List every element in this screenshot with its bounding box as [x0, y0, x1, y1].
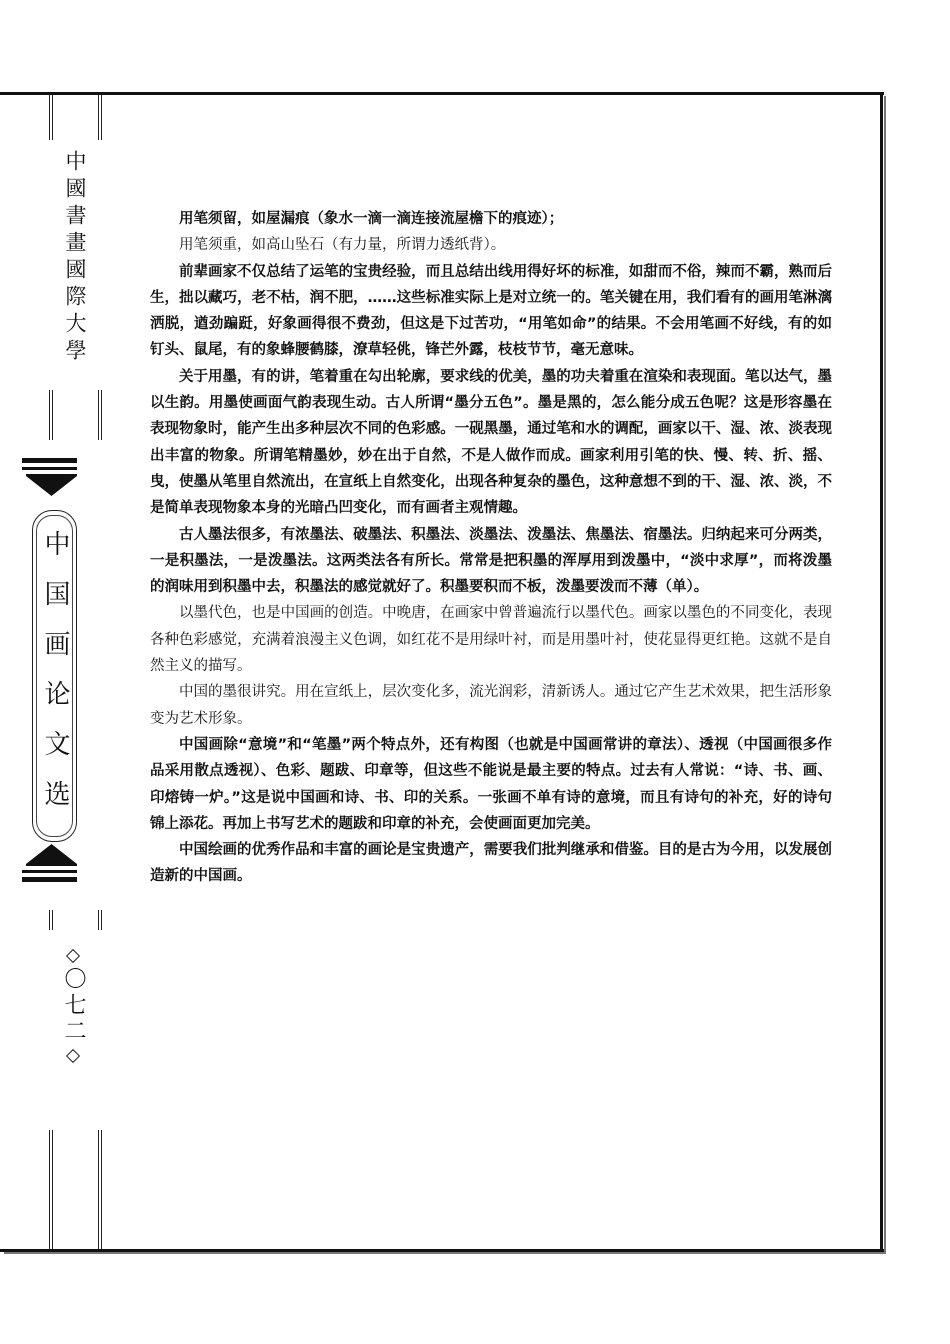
paragraph: 古人墨法很多，有浓墨法、破墨法、积墨法、淡墨法、泼墨法、焦墨法、宿墨法。归纳起来可分两类，一是积墨法，一是泼墨法。这两类法各有所长。常常是把积墨的浑厚用到泼墨中，“淡中求厚”，而将泼墨的润味用到积墨中去，积墨法的感觉就好了。积墨要积而不板，泼墨要泼而不薄（单）。 — [150, 526, 832, 596]
bottom-band — [22, 877, 77, 882]
paragraph: 中国绘画的优秀作品和丰富的画论是宝贵遗产，需要我们批判继承和借鉴。目的是古为今用，以发展创造新的中国画。 — [150, 842, 832, 885]
body-text — [150, 206, 832, 890]
paragraph: 中国画除“意境”和“笔墨”两个特点外，还有构图（也就是中国画常讲的章法）、透视（中国画很多作品采用散点透视）、色彩、题跋、印章等，但这些不能说是最主要的特点。过去有人常说：“诗、书、画、印熔铸一炉。”这是说中国画和诗、书、印的关系。一张画不单有诗的意境，而且有诗句的补充，好的诗句锦上添花。再加上书写艺术的题跋和印章的补充，会使画面更加完美。 — [150, 736, 832, 832]
paragraph: 关于用墨，有的讲，笔着重在勾出轮廓，要求线的优美，墨的功夫着重在渲染和表现面。笔以达气，墨以生韵。用墨使画面气韵表现生动。古人所谓“墨分五色”。墨是黑的，怎么能分成五色呢？这是形容墨在表现物象时，能产生出多种层次不同的色彩感。一砚黑墨，通过笔和水的调配，画家以干、湿、浓、淡表现出丰富的物象。所谓笔精墨妙，妙在出于自然，不是人做作而成。画家利用引笔的快、慢、转、折、摇、曳，使墨从笔里自然流出，在宣纸上自然变化，出现各种复杂的墨色，这种意想不到的干、湿、浓、淡，不是简单表现物象本身的光暗凸凹变化，而有画者主观情趣。 — [150, 368, 832, 517]
top-band — [22, 458, 77, 463]
page-frame-shadow — [884, 96, 886, 1254]
book-title: 中国画论文选 — [40, 530, 70, 830]
page-frame-right — [880, 92, 883, 1252]
page-number: 〇七二 — [61, 967, 86, 1045]
top-band-thin — [22, 467, 77, 470]
paragraph: 以墨代色，也是中国画的创造。中晚唐，在画家中曾普遍流行以墨代色。画家以墨色的不同变化，表现各种色彩感觉，充满着浪漫主义色调，如红花不是用绿叶衬，而是用墨叶衬，使花显得更红艳。这就不是自然主义的描写。 — [150, 605, 832, 675]
paragraph: 中国的墨很讲究。用在宣纸上，层次变化多，流光润彩，清新诱人。通过它产生艺术效果，把生活形象变为艺术形象。 — [150, 684, 832, 727]
chevron-down-ornament-icon — [26, 474, 77, 496]
series-title: 中國書畫國際大學 — [63, 150, 87, 366]
paragraph: 前辈画家不仅总结了运笔的宝贵经验，而且总结出线用得好坏的标准，如甜而不俗，辣而不霸，熟而后生，拙以藏巧，老不枯，润不肥，……这些标准实际上是对立统一的。笔关键在用，我们看有的画用笔淋漓洒脱，遒劲蹁跹，好象画得很不费劲，但这是下过苦功，“用笔如命”的结果。不会用笔画不好线，有的如钉头、鼠尾，有的象蜂腰鹤膝，潦草轻佻，锋芒外露，枝枝节节，毫无意味。 — [150, 263, 832, 359]
page-frame-shadow-bottom — [4, 1252, 886, 1254]
chevron-up-ornament-icon — [26, 844, 77, 866]
diamond-icon — [66, 949, 80, 963]
page-frame-top — [0, 92, 884, 95]
paragraph: 用笔须留，如屋漏痕（象水一滴一滴连接流屋檐下的痕迹）； — [179, 211, 564, 227]
bottom-band-thin — [22, 870, 77, 873]
page-number-block — [56, 945, 90, 1067]
paragraph: 用笔须重，如高山坠石（有力量，所谓力透纸背）。 — [179, 237, 506, 254]
diamond-icon — [66, 1049, 80, 1063]
